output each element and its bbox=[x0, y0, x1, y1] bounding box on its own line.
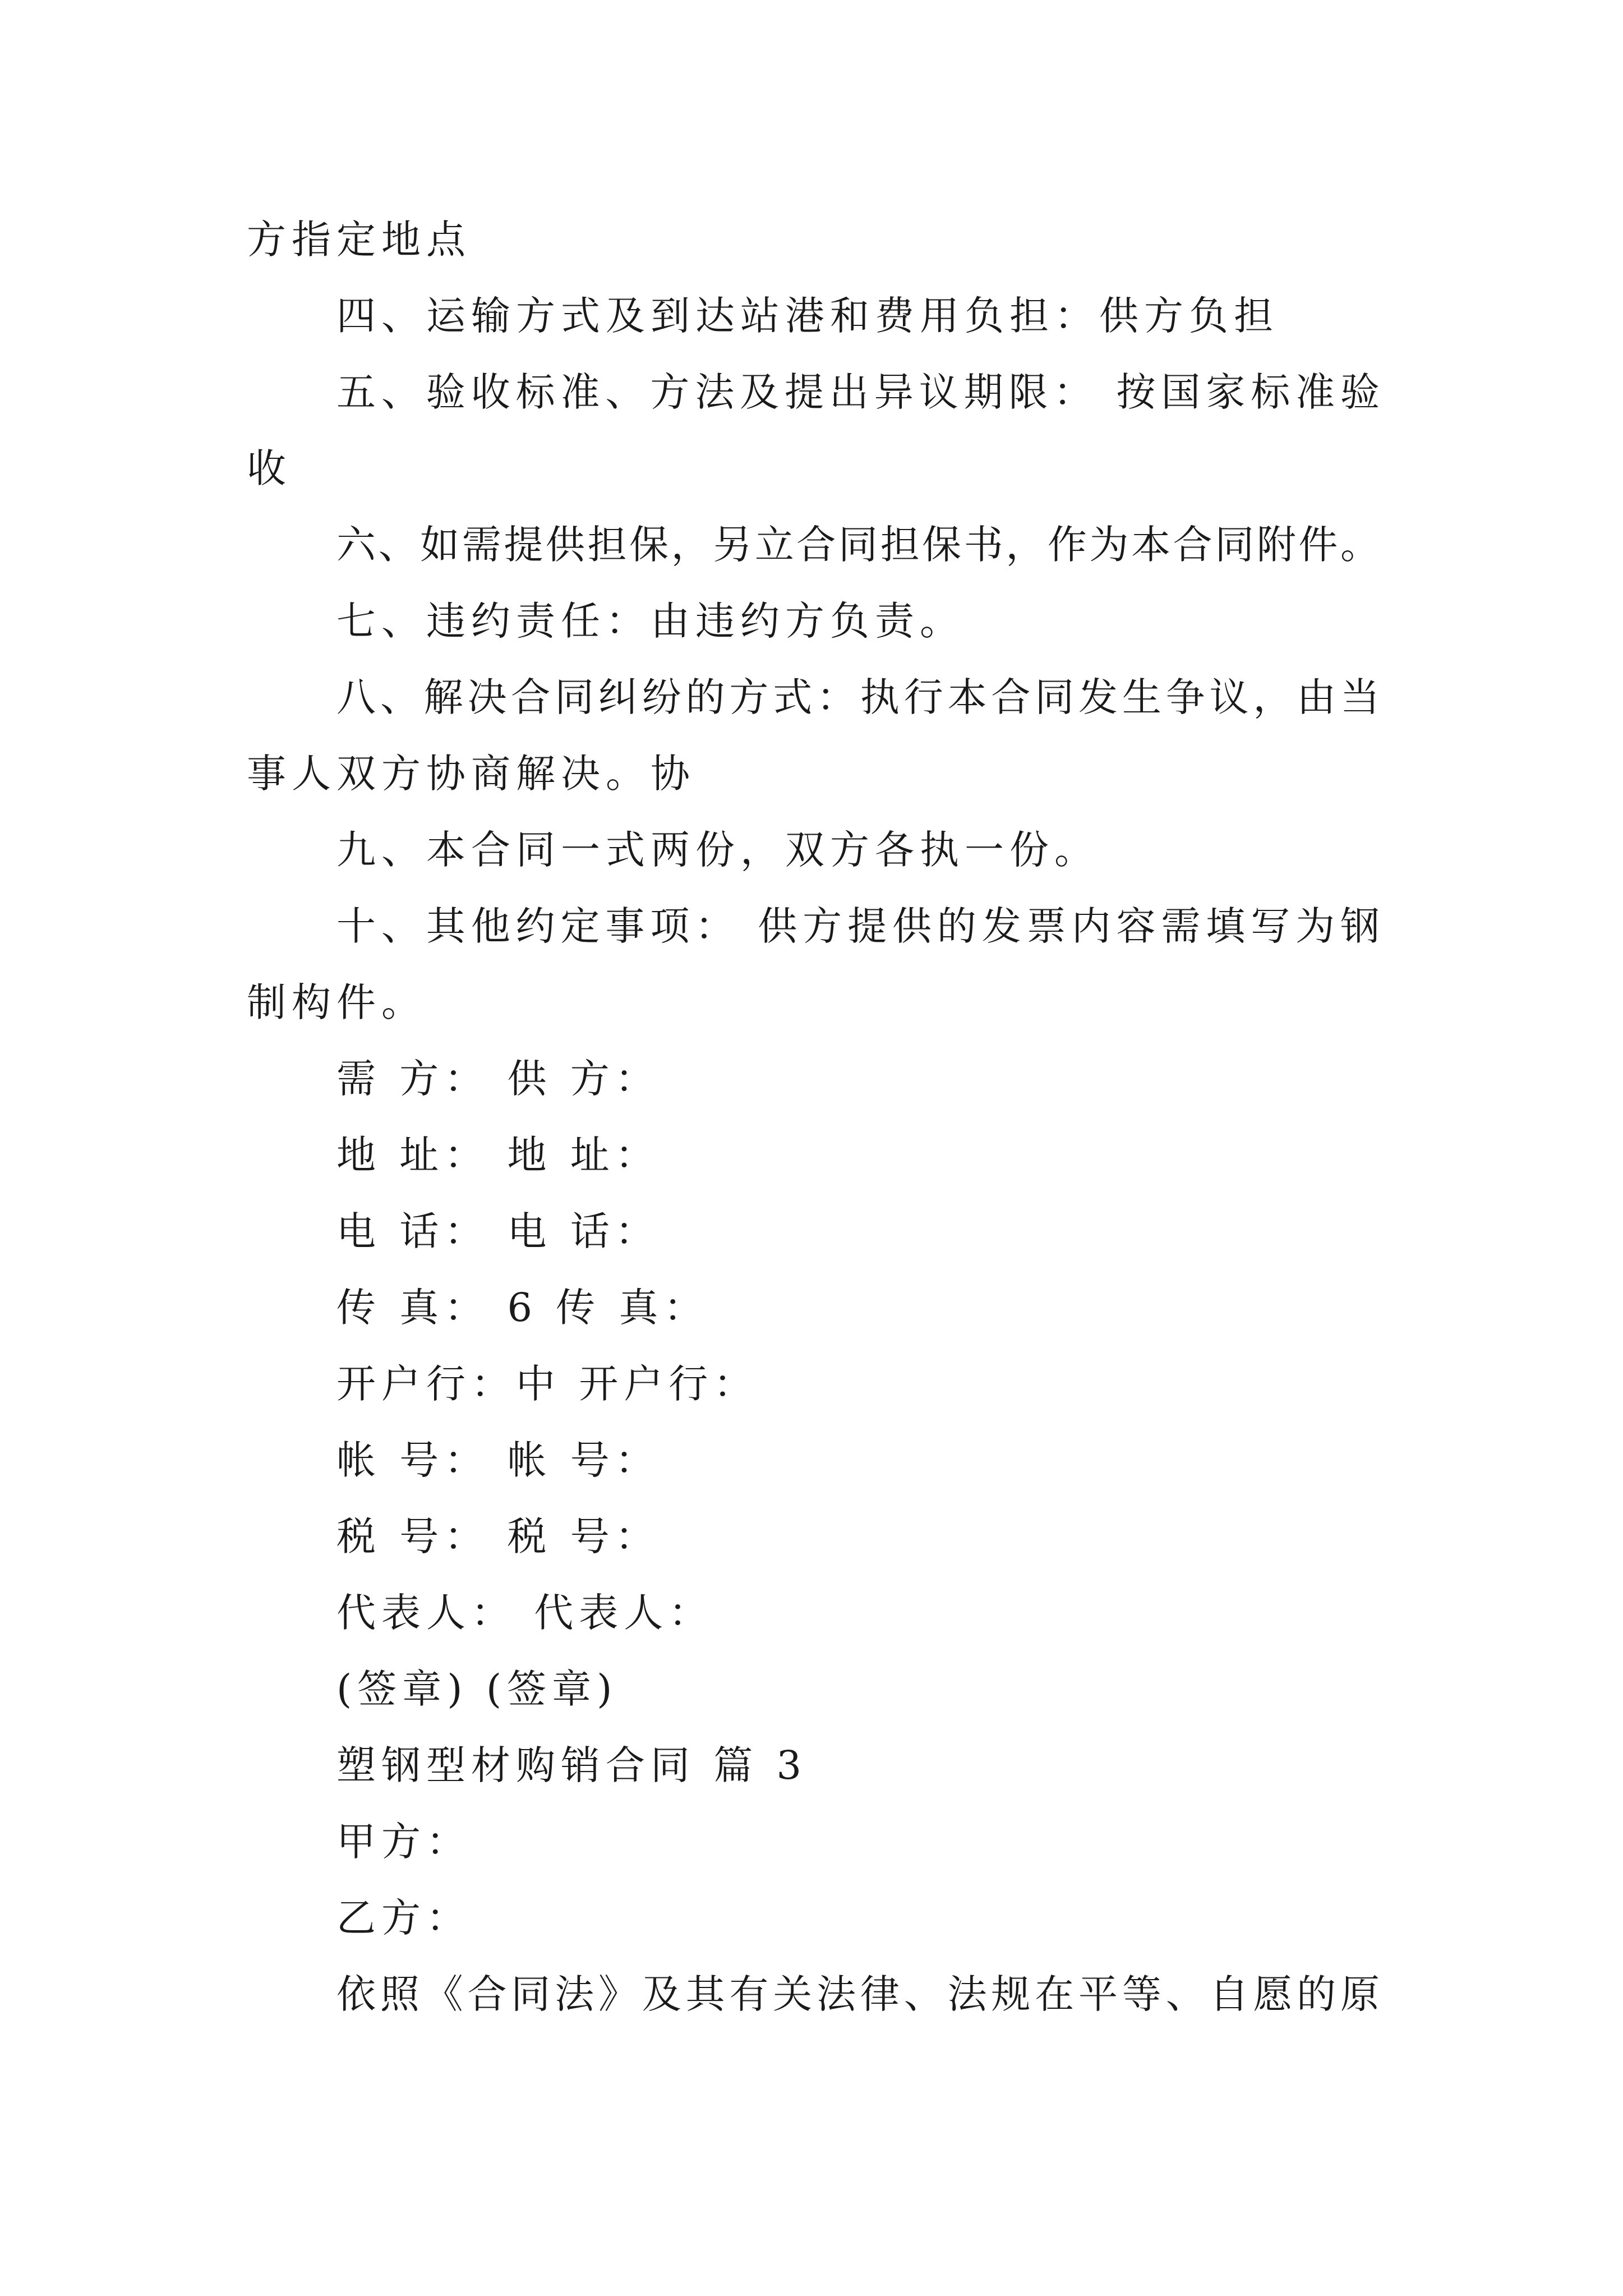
text-line: 乙方： bbox=[336, 1895, 471, 1941]
text-line: 九、本合同一式两份，双方各执一份。 bbox=[336, 827, 1099, 873]
text-line: 六、如需提供担保，另立合同担保书，作为本合同附件。 bbox=[336, 522, 1380, 568]
text-line: 制构件。 bbox=[247, 979, 426, 1025]
text-line: 事人双方协商解决。协 bbox=[247, 751, 695, 797]
text-line: 电 话： 电 话： bbox=[336, 1208, 660, 1254]
section-heading: 塑钢型材购销合同 篇 3 bbox=[336, 1742, 808, 1788]
text-line: 开户行：中 开户行： bbox=[336, 1361, 759, 1407]
text-line: 帐 号： 帐 号： bbox=[336, 1437, 660, 1483]
text-line: 地 址： 地 址： bbox=[336, 1132, 660, 1178]
text-line: 需 方： 供 方： bbox=[336, 1056, 660, 1102]
text-line: (签章) (签章) bbox=[336, 1666, 618, 1712]
text-line: 依照《合同法》及其有关法律、法规在平等、自愿的原 bbox=[336, 1971, 1380, 2017]
text-line: 税 号： 税 号： bbox=[336, 1513, 660, 1559]
text-line: 七、违约责任：由违约方负责。 bbox=[336, 598, 965, 644]
text-line: 八、解决合同纠纷的方式：执行本合同发生争议，由当 bbox=[336, 674, 1380, 720]
text-line: 收 bbox=[247, 445, 292, 491]
text-line: 五、验收标准、方法及提出异议期限： 按国家标准验 bbox=[336, 369, 1380, 415]
text-line: 传 真： 6 传 真： bbox=[336, 1285, 709, 1331]
text-line: 甲方： bbox=[336, 1819, 471, 1865]
text-line: 四、运输方式及到达站港和费用负担：供方负担 bbox=[336, 293, 1279, 339]
text-line: 十、其他约定事项： 供方提供的发票内容需填写为钢 bbox=[336, 903, 1380, 949]
text-line: 方指定地点 bbox=[247, 217, 471, 263]
text-line: 代表人： 代表人： bbox=[336, 1590, 714, 1636]
